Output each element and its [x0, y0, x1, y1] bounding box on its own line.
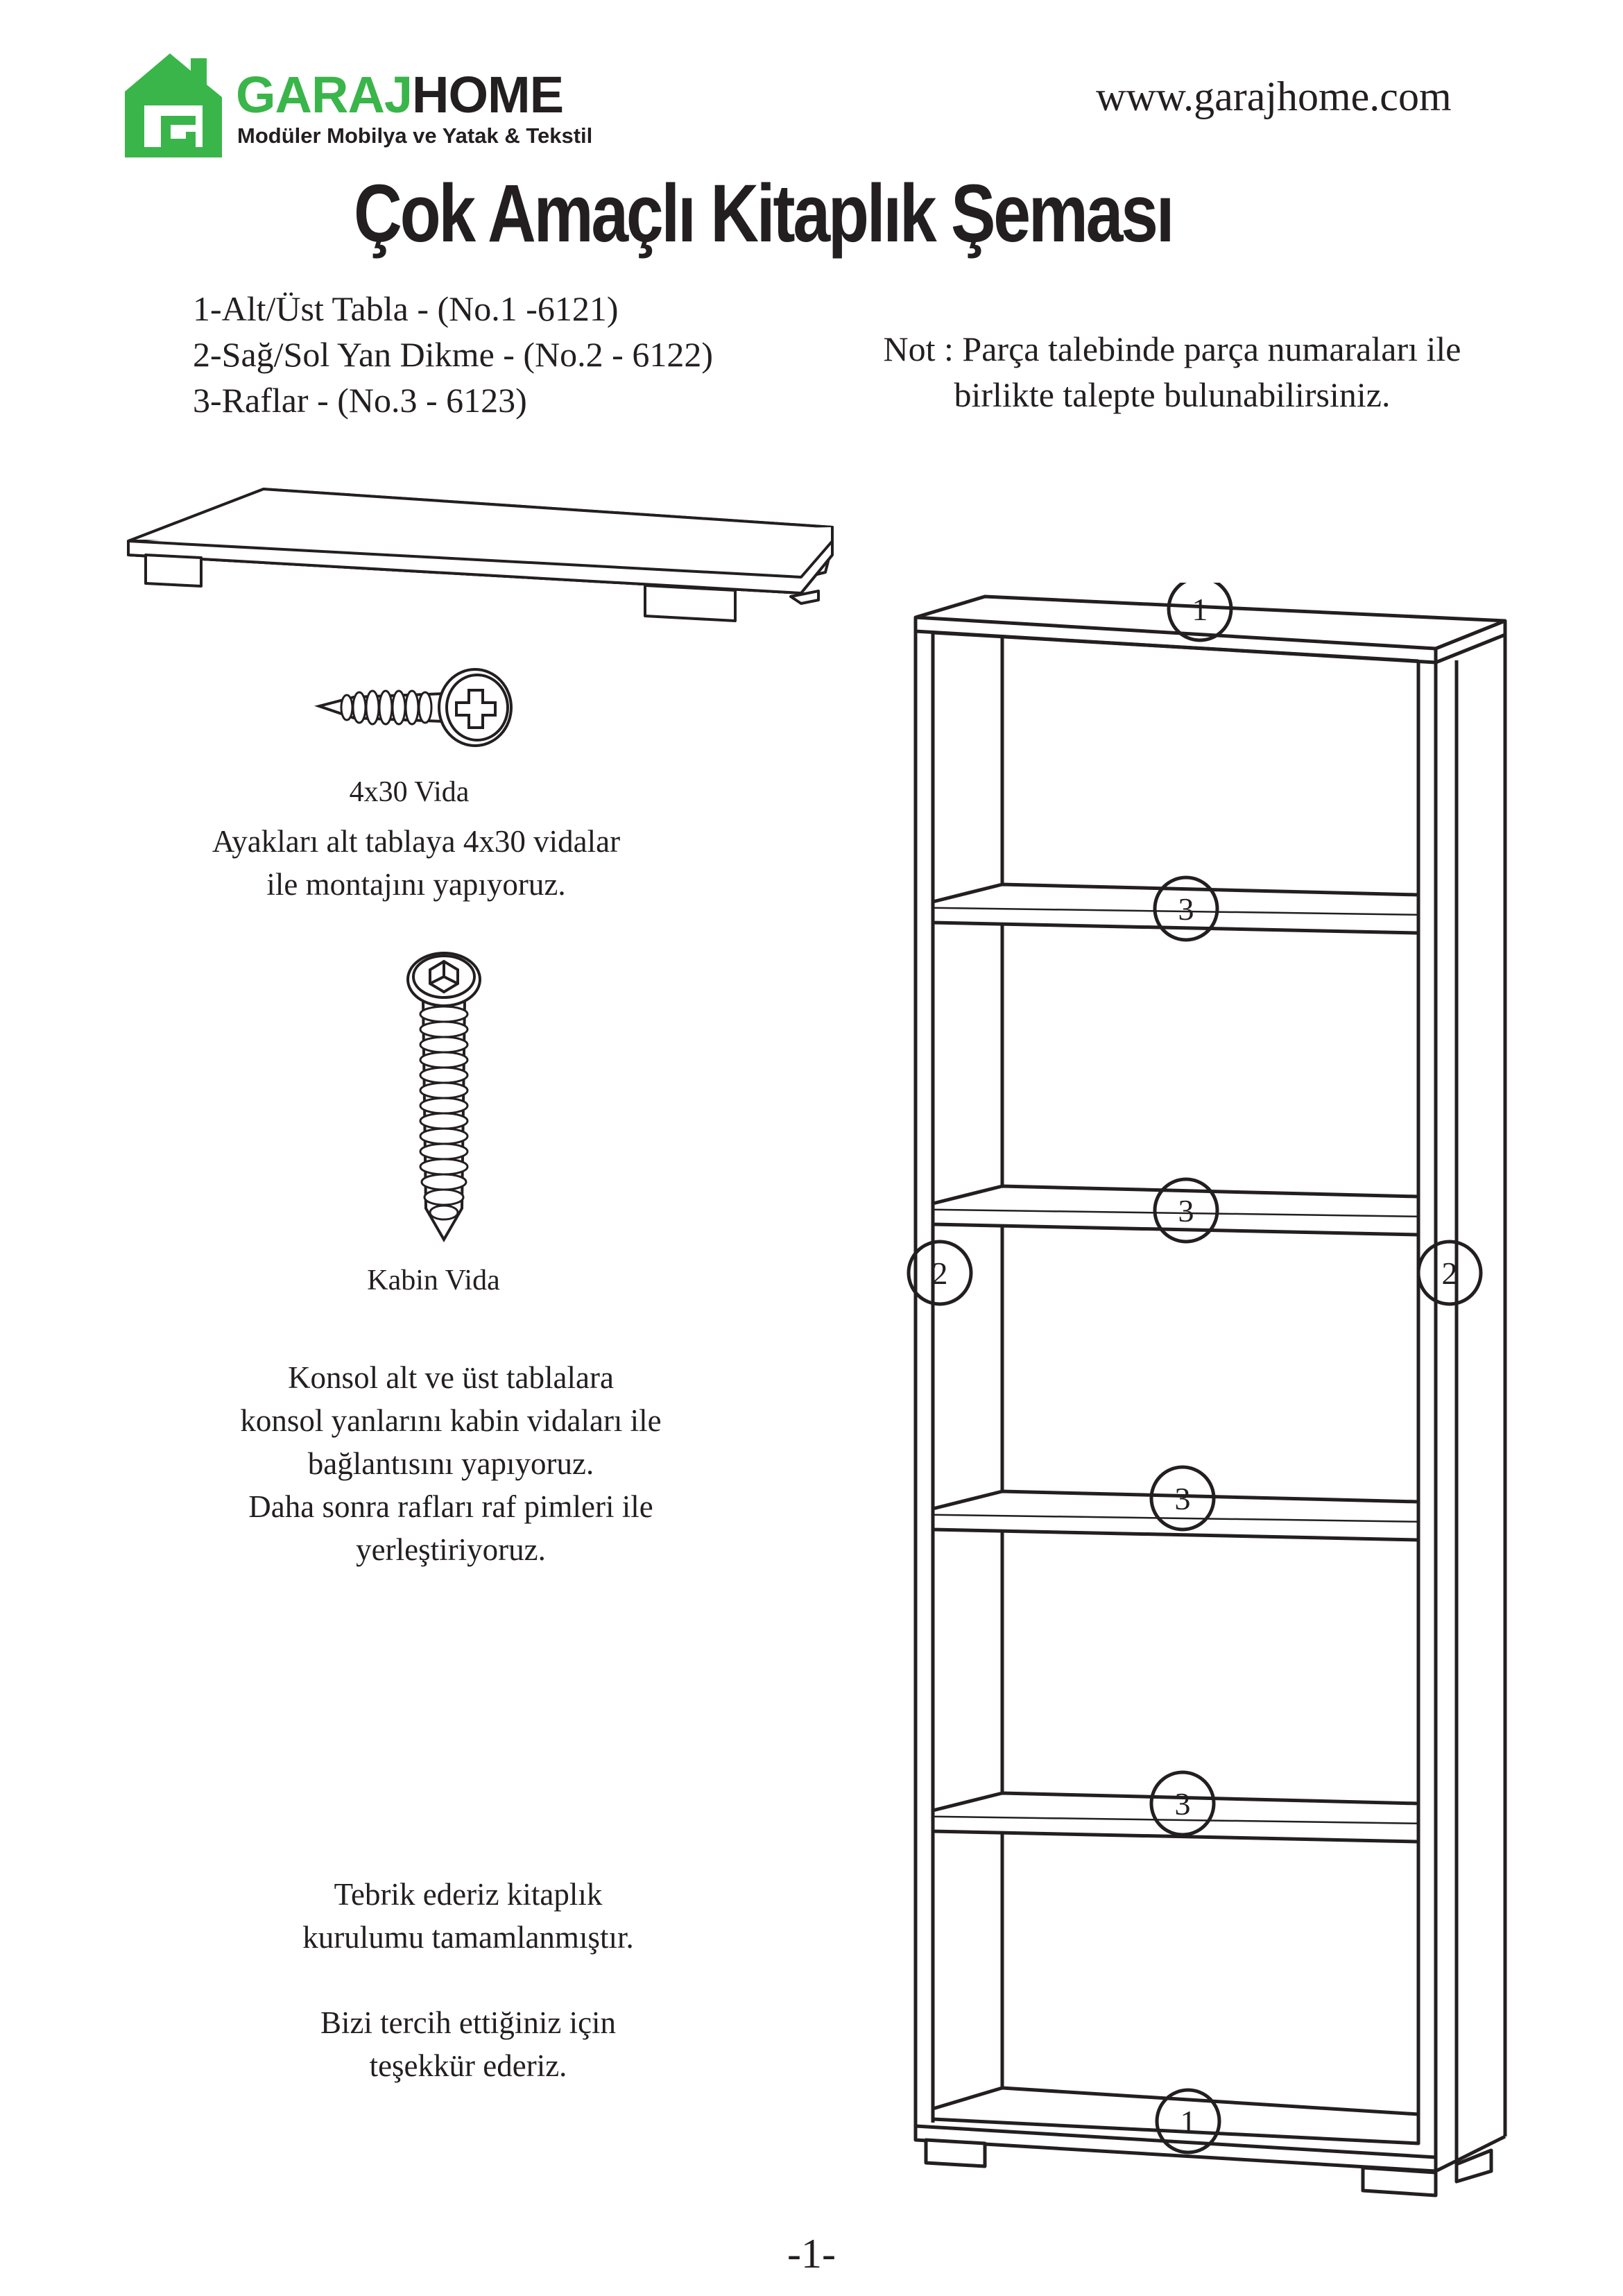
parts-list-item: 1-Alt/Üst Tabla - (No.1 -6121) [193, 289, 619, 328]
screw-4x30-caption: 4x30 Vida [349, 776, 470, 808]
panel-with-feet-illustration [118, 472, 846, 638]
callout-shelf-3-label: 3 [1174, 1481, 1191, 1516]
callout-top-label: 1 [1192, 592, 1208, 627]
callout-shelf-4-label: 3 [1174, 1786, 1191, 1822]
callout-shelf-2-label: 3 [1178, 1193, 1194, 1228]
completion-message: Tebrik ederiz kitaplık kurulumu tamamlanmıştır. [302, 1877, 634, 1955]
cabin-screw-caption: Kabin Vida [367, 1265, 500, 1296]
page-title: Çok Amaçlı Kitaplık Şeması [354, 168, 1173, 259]
website-url: www.garajhome.com [1096, 74, 1452, 119]
parts-list-item: 3-Raflar - (No.3 - 6123) [193, 381, 527, 420]
callout-bottom-label: 1 [1180, 2104, 1196, 2139]
garajhome-logo-icon [118, 50, 229, 161]
brand-name: GARAJHOME [236, 66, 564, 123]
cabin-screw-icon [395, 952, 492, 1243]
brand-tagline: Modüler Mobilya ve Yatak & Tekstil [237, 123, 593, 148]
page-number: -1- [787, 2231, 836, 2277]
callout-side-right-label: 2 [1441, 1256, 1458, 1291]
assembly-instruction: Konsol alt ve üst tablalara konsol yanlarını kabin vidaları ile bağlantısını yapıyoruz. Daha sonra rafları raf pimleri ile yerleştiriyoruz. [240, 1360, 662, 1567]
bookcase-diagram [902, 583, 1526, 2213]
screw-4x30-instruction: Ayakları alt tablaya 4x30 vidalar ile montajını yapıyoruz. [212, 824, 621, 902]
callout-shelf-1-label: 3 [1178, 891, 1194, 927]
parts-note: Not : Parça talebinde parça numaraları ile birlikte talepte bulunabilirsiniz. [883, 329, 1461, 414]
parts-list-item: 2-Sağ/Sol Yan Dikme - (No.2 - 6122) [193, 335, 713, 374]
callout-side-left-label: 2 [931, 1256, 948, 1291]
parts-list [193, 286, 713, 423]
thank-you-message: Bizi tercih ettiğiniz için teşekkür ederiz. [320, 2005, 617, 2083]
screw-4x30-icon [305, 662, 520, 753]
